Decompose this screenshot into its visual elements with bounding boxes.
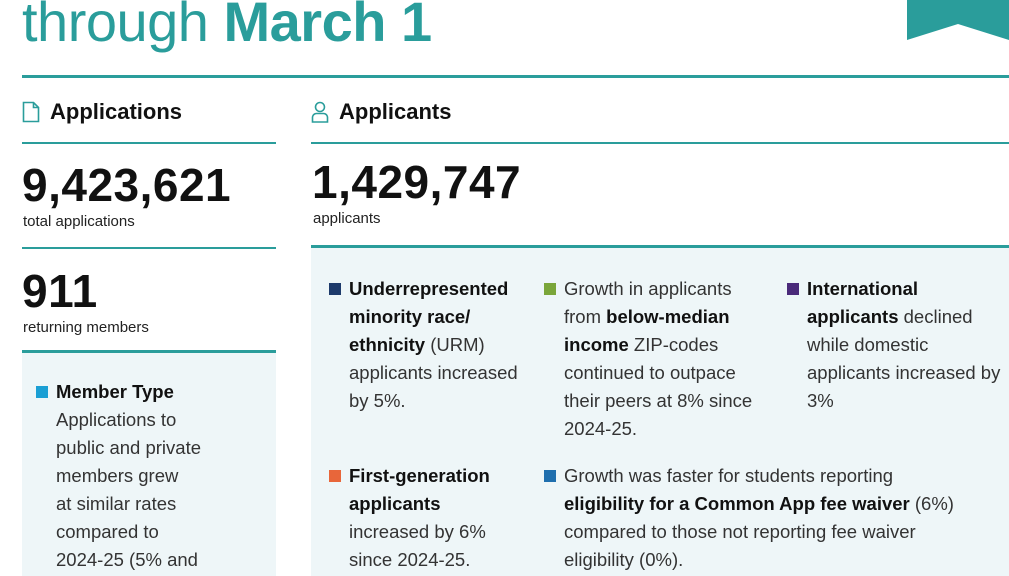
returning-members-value: 911 — [22, 265, 98, 317]
feewaiver-bullet-pre: Growth was faster for students reporting — [564, 465, 894, 486]
feewaiver-bullet — [564, 462, 964, 574]
member-type-line: at similar rates — [56, 493, 177, 514]
member-type-heading: Member Type — [56, 381, 174, 402]
firstgen-bullet-bold: First-generation applicants — [349, 465, 490, 514]
feewaiver-bullet-marker — [544, 470, 556, 482]
member-type-line: Applications to — [56, 409, 177, 430]
urm-bullet — [349, 275, 529, 415]
returning-members-caption: returning members — [23, 319, 149, 336]
total-applicants-value: 1,429,747 — [312, 156, 522, 208]
income-bullet-bold: below-median income — [564, 306, 730, 355]
feewaiver-bullet-text: (6%) compared to those not reporting fee waiver eligibility (0%). — [564, 493, 954, 570]
urm-bullet-text: (URM) applicants increased by 5%. — [349, 334, 518, 411]
income-bullet-pre: Growth in applicants from — [564, 278, 732, 327]
member-type-bullet-marker — [36, 386, 48, 398]
member-type-line: compared to — [56, 521, 159, 542]
member-type-line: members grew — [56, 465, 179, 486]
applications-divider — [22, 142, 276, 144]
document-icon — [22, 101, 40, 123]
income-bullet-text: ZIP-codes continued to outpace their peers at 8% since 2024-25. — [564, 334, 753, 439]
international-bullet-bold: International applicants — [807, 278, 919, 327]
ribbon-decoration — [907, 0, 1009, 40]
firstgen-bullet-marker — [329, 470, 341, 482]
total-applications-caption: total applications — [23, 213, 135, 230]
page-title — [22, 0, 432, 58]
members-divider — [22, 247, 276, 249]
income-bullet-marker — [544, 283, 556, 295]
firstgen-bullet — [349, 462, 524, 574]
firstgen-bullet-text: increased by 6% since 2024-25. — [349, 521, 486, 570]
page-title-regular: through — [22, 0, 209, 53]
header-divider — [22, 75, 1009, 78]
member-type-bullet — [56, 378, 266, 574]
member-type-line: public and private — [56, 437, 202, 458]
urm-bullet-marker — [329, 283, 341, 295]
total-applications-value: 9,423,621 — [22, 159, 232, 211]
total-applicants-caption: applicants — [313, 210, 381, 227]
applications-heading-label: Applications — [50, 99, 183, 124]
feewaiver-bullet-bold: eligibility for a Common App fee waiver — [564, 493, 910, 514]
person-icon — [311, 101, 329, 123]
applicants-heading-label: Applicants — [339, 99, 452, 124]
income-bullet — [564, 275, 764, 443]
international-bullet-text: declined while domestic applicants increased by 3% — [807, 306, 1001, 411]
applicants-divider — [311, 142, 1009, 144]
page-title-bold: March 1 — [223, 0, 432, 53]
applications-heading — [22, 99, 182, 125]
urm-bullet-bold: Underrepresented minority race/ ethnicity — [349, 278, 509, 355]
international-bullet-marker — [787, 283, 799, 295]
applicants-heading — [311, 99, 451, 125]
member-type-line: 2024-25 (5% and — [56, 549, 198, 570]
international-bullet — [807, 275, 1003, 415]
